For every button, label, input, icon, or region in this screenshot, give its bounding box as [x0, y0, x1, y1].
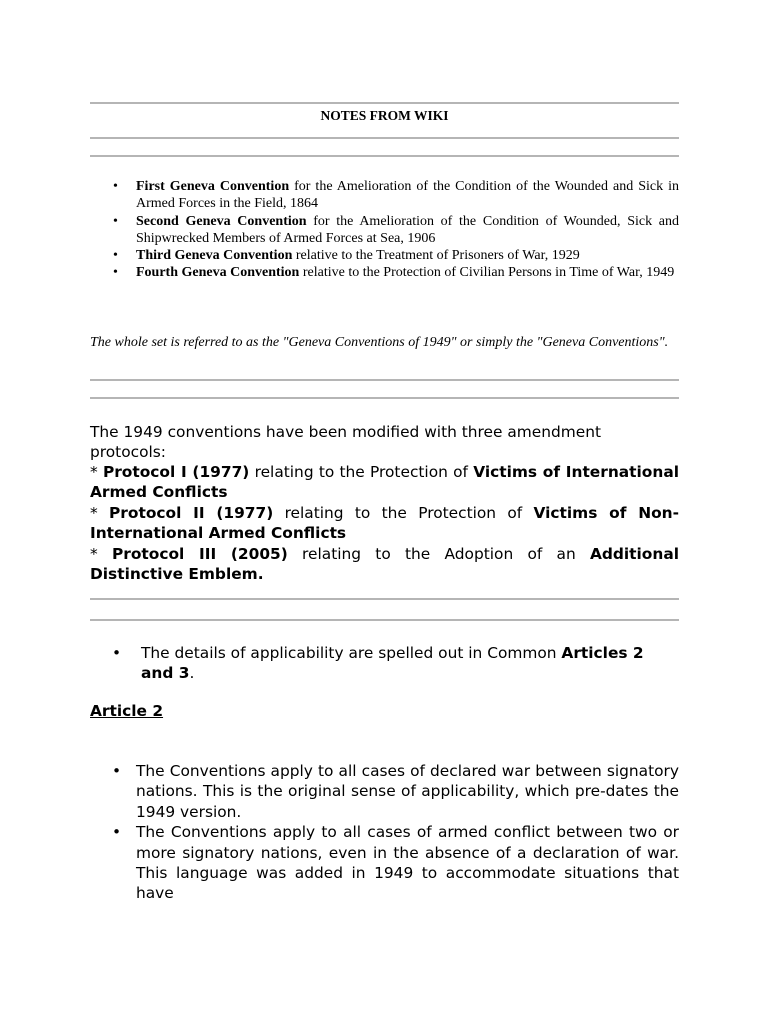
- applicability-end: .: [189, 664, 195, 683]
- divider: [90, 598, 679, 600]
- bullet-icon: •: [113, 248, 118, 264]
- convention-text: relative to the Treatment of Prisoners of War, 1929: [292, 248, 580, 264]
- protocol-text: relating to the Protection of: [273, 503, 534, 522]
- convention-name: Fourth Geneva Convention: [136, 265, 300, 281]
- bullet-icon: •: [113, 179, 118, 194]
- convention-text: for the Amelioration of the Condition of the Wounded and Sick in Armed Forces in the Field, 1864: [136, 179, 679, 212]
- divider: [90, 155, 679, 157]
- protocol-subject: Victims of Non-International Armed Conflicts: [90, 503, 679, 543]
- protocol-name: Protocol II (1977): [109, 503, 274, 522]
- article-2-item-text: The Conventions apply to all cases of armed conflict between two or more signatory nations, even in the absence of a declaration of war. This language was added in 1949 to accommodate situations that have: [136, 823, 679, 903]
- article-2-heading: Article 2: [90, 702, 164, 720]
- convention-text: for the Amelioration of the Condition of Wounded, Sick and Shipwrecked Members of Armed Forces at Sea, 1906: [136, 213, 679, 246]
- convention-name: First Geneva Convention: [136, 179, 290, 194]
- applicability-text: The details of applicability are spelled out in Common: [141, 644, 562, 662]
- convention-name: Second Geneva Convention: [136, 213, 307, 229]
- convention-name: Third Geneva Convention: [136, 248, 293, 264]
- protocol-text: relating to the Protection of: [249, 463, 474, 481]
- bullet-icon: •: [113, 213, 118, 229]
- protocol-text: relating to the Adoption of an: [287, 544, 590, 563]
- bullet-icon: •: [112, 762, 122, 780]
- article-2-section: [90, 761, 679, 904]
- list-item: [90, 761, 679, 822]
- protocols-intro: The 1949 conventions have been modified with three amendment protocols:: [90, 423, 602, 462]
- divider: [90, 397, 679, 399]
- list-item: [90, 822, 679, 904]
- list-item: [90, 247, 679, 264]
- list-item: [90, 264, 679, 281]
- protocol-prefix: *: [90, 463, 103, 481]
- divider: [90, 619, 679, 621]
- divider: [90, 102, 679, 104]
- protocol-item: [90, 503, 679, 544]
- protocol-prefix: *: [90, 503, 110, 522]
- article-2-item-text: The Conventions apply to all cases of declared war between signatory nations. This is the original sense of applicability, which pre-dates the 1949 version.: [136, 762, 679, 821]
- divider: [90, 379, 679, 381]
- list-item: [90, 643, 679, 684]
- protocol-subject: Additional Distinctive Emblem.: [90, 544, 679, 584]
- bullet-icon: •: [112, 644, 122, 662]
- protocol-name: Protocol I (1977): [102, 463, 250, 481]
- applicability-section: [90, 643, 679, 684]
- protocols-section: [90, 462, 679, 584]
- whole-set-note: The whole set is referred to as the "Geneva Conventions of 1949" or simply the "Geneva Conventions".: [90, 335, 669, 350]
- protocol-prefix: *: [90, 544, 112, 563]
- bullet-icon: •: [112, 823, 122, 842]
- protocol-name: Protocol III (2005): [111, 544, 288, 563]
- divider: [90, 137, 679, 139]
- protocol-item: [90, 544, 679, 585]
- bullet-icon: •: [113, 265, 118, 281]
- protocol-subject: Victims of International Armed Conflicts: [90, 463, 679, 502]
- conventions-list: [90, 178, 679, 282]
- convention-text: relative to the Protection of Civilian Persons in Time of War, 1949: [299, 265, 675, 281]
- list-item: [90, 178, 679, 213]
- list-item: [90, 213, 679, 248]
- protocol-item: [90, 462, 679, 503]
- applicability-articles: Articles 2 and 3: [141, 644, 644, 683]
- page-title: NOTES FROM WIKI: [320, 108, 449, 123]
